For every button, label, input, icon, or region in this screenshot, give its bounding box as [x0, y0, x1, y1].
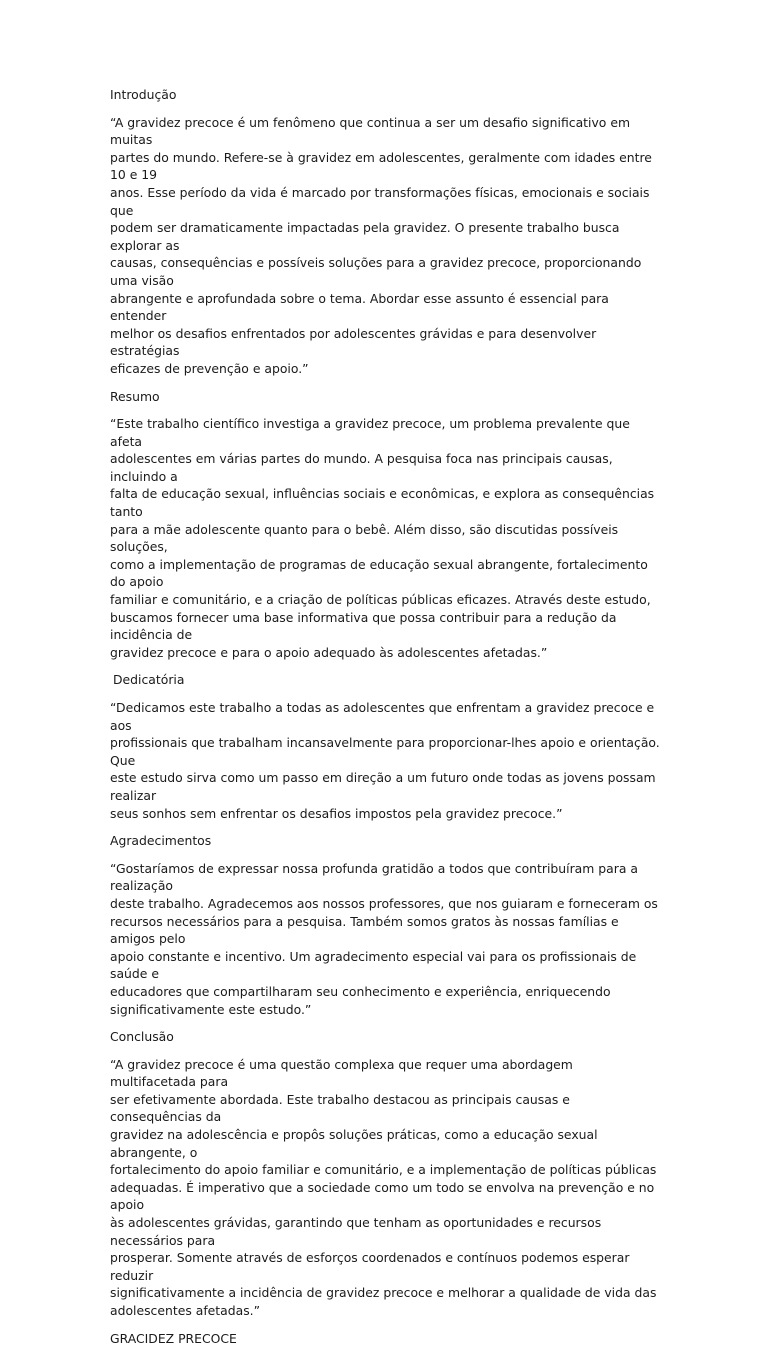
footer-title: GRACIDEZ PRECOCE: [110, 1330, 237, 1346]
heading-dedicatoria: Dedicatória: [113, 672, 185, 688]
heading-resumo: Resumo: [110, 388, 160, 404]
paragraph-conclusao: “A gravidez precoce é uma questão complexa que requer uma abordagem multifacetada para ser efetivamente abordada. Este trabalho destacou as principais causas e consequências da gravidez na adolescência e propôs soluções práticas, como a educação sexual abrangente, o fortalecimento do apoio familiar e comunitário, e a implementação de políticas públicas adequadas. É imperativo que a sociedade como um todo se envolva na prevenção e no apoio às adolescentes grávidas, garantindo que tenham as oportunidades e recursos necessários para prosperar. Somente através de esforços coordenados e contínuos podemos esperar reduzir significativamente a incidência de gravidez precoce e melhorar a qualidade de vida das adolescentes afetadas.”: [110, 1056, 657, 1318]
paragraph-introducao: “A gravidez precoce é um fenômeno que continua a ser um desafio significativo em muitas partes do mundo. Refere-se à gravidez em adolescentes, geralmente com idades entre 10 e 19 anos. Esse período da vida é marcado por transformações físicas, emocionais e sociais que podem ser dramaticamente impactadas pela gravidez. O presente trabalho busca explorar as causas, consequências e possíveis soluções para a gravidez precoce, proporcionando uma visão abrangente e aprofundada sobre o tema. Abordar esse assunto é essencial para entender melhor os desafios enfrentados por adolescentes grávidas e para desenvolver estratégias eficazes de prevenção e apoio.”: [110, 114, 652, 376]
document-body: [110, 86, 660, 1357]
heading-agradecimentos: Agradecimentos: [110, 833, 212, 849]
paragraph-agradecimentos: “Gostaríamos de expressar nossa profunda gratidão a todos que contribuíram para a realização deste trabalho. Agradecemos aos nossos professores, que nos guiaram e forneceram os recursos necessários para a pesquisa. Também somos gratos às nossas famílias e amigos pelo apoio constante e incentivo. Um agradecimento especial vai para os profissionais de saúde e educadores que compartilharam seu conhecimento e experiência, enriquecendo significativamente este estudo.”: [110, 860, 658, 1017]
paragraph-resumo: “Este trabalho científico investiga a gravidez precoce, um problema prevalente que afeta adolescentes em várias partes do mundo. A pesquisa foca nas principais causas, incluindo a falta de educação sexual, influências sociais e econômicas, e explora as consequências tanto para a mãe adolescente quanto para o bebê. Além disso, são discutidas possíveis soluções, como a implementação de programas de educação sexual abrangente, fortalecimento do apoio familiar e comunitário, e a criação de políticas públicas eficazes. Através deste estudo, buscamos fornecer uma base informativa que possa contribuir para a redução da incidência de gravidez precoce e para o apoio adequado às adolescentes afetadas.”: [110, 416, 655, 660]
paragraph-dedicatoria: “Dedicamos este trabalho a todas as adolescentes que enfrentam a gravidez precoce e aos profissionais que trabalham incansavelmente para proporcionar-lhes apoio e orientação. Que este estudo sirva como um passo em direção a um futuro onde todas as jovens possam realizar seus sonhos sem enfrentar os desafios impostos pela gravidez precoce.”: [110, 700, 660, 821]
heading-introducao: Introdução: [110, 87, 177, 102]
heading-conclusao: Conclusão: [110, 1029, 174, 1045]
